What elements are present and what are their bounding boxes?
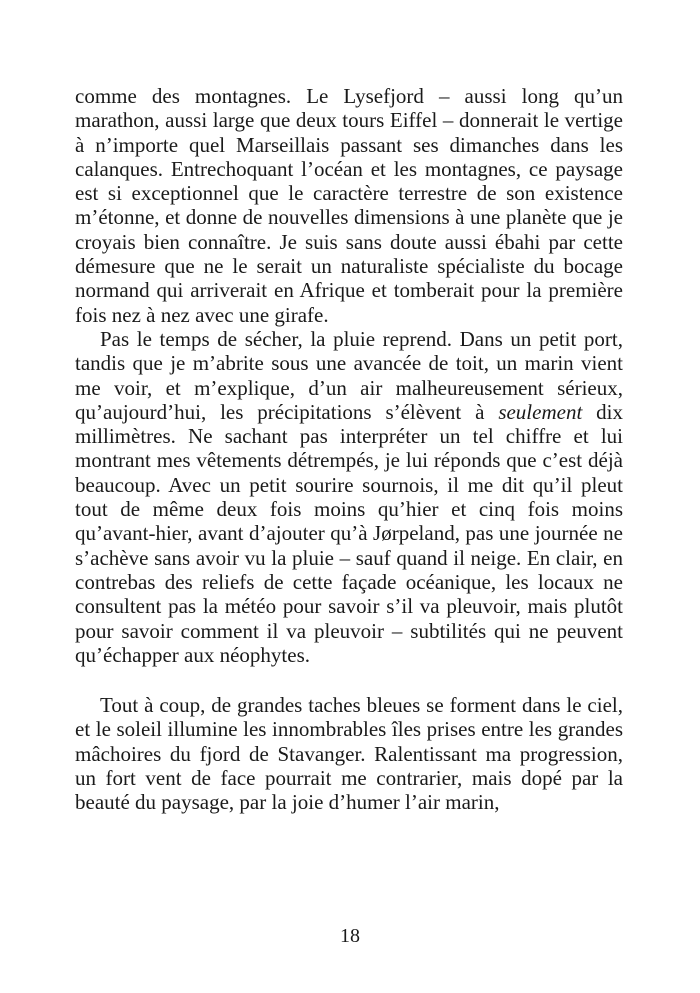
- paragraph-3: Tout à coup, de grandes taches bleues se forment dans le ciel, et le soleil illumine les innombrables îles prises entre les grandes mâchoires du fjord de Stavanger. Ralentissant ma progression, un fort vent de face pourrait me contrarier, mais dopé par la beauté du paysage, par la joie d’humer l’air marin,: [75, 693, 623, 815]
- page-number: 18: [340, 925, 360, 947]
- paragraph-2: [75, 327, 623, 667]
- page-body: [75, 84, 623, 815]
- paragraph-2-text-end: dix millimètres. Ne sachant pas interpréter un tel chiffre et lui montrant mes vêtements détrempés, je lui réponds que c’est déjà beaucoup. Avec un petit sourire sournois, il me dit qu’il pleut tout de même deux fois moins qu’hier et cinq fois moins qu’avant-hier, avant d’ajouter qu’à Jørpeland, pas une journée ne s’achève sans avoir vu la pluie – sauf quand il neige. En clair, en contrebas des reliefs de cette façade océanique, les locaux ne consultent pas la météo pour savoir s’il va pleuvoir, mais plutôt pour savoir comment il va pleuvoir – subtilités qui ne peuvent qu’échapper aux néophytes.: [75, 399, 623, 667]
- paragraph-1: comme des montagnes. Le Lysefjord – aussi long qu’un marathon, aussi large que deux tours Eiffel – donnerait le vertige à n’importe quel Marseillais passant ses dimanches dans les calanques. Entrechoquant l’océan et les montagnes, ce paysage est si exceptionnel que le caractère terrestre de son existence m’étonne, et donne de nouvelles dimensions à une planète que je croyais bien connaître. Je suis sans doute aussi ébahi par cette démesure que ne le serait un naturaliste spécialiste du bocage normand qui arriverait en Afrique et tomberait pour la première fois nez à nez avec une girafe.: [75, 84, 623, 327]
- paragraph-2-text-start: Pas le temps de sécher, la pluie reprend. Dans un petit port, tandis que je m’abrite sous une avancée de toit, un marin vient me voir, et m’explique, d’un air malheureusement sérieux, qu’aujourd’hui, les précipitations s’élèvent à: [75, 326, 623, 424]
- emphasized-word: seulement: [498, 399, 583, 424]
